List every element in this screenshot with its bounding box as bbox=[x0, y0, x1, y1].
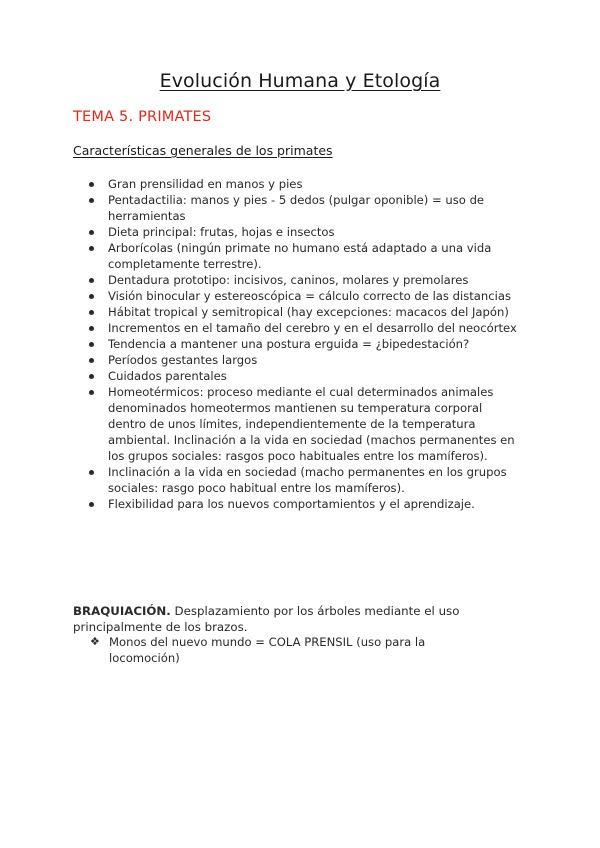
list-item bbox=[73, 368, 523, 384]
list-item bbox=[73, 352, 523, 368]
braquiacion-definition: Desplazamiento por los árboles mediante el uso principalmente de los brazos. bbox=[73, 604, 460, 634]
bullet-icon bbox=[89, 230, 94, 235]
list-item-text: Flexibilidad para los nuevos comportamientos y el aprendizaje. bbox=[108, 497, 475, 511]
bullet-icon bbox=[89, 198, 94, 203]
list-item-text: Homeotérmicos: proceso mediante el cual determinados animales denominados homeotermos mantienen su temperatura corporal dentro de unos límites, independientemente de la temperatura ambiental. Inclinación a la vida en sociedad (machos permanentes en los grupos sociales: rasgos poco habituales entre los mamíferos). bbox=[108, 385, 515, 463]
document-title: Evolución Humana y Etología bbox=[159, 70, 441, 92]
sub-list-item-text: Monos del nuevo mundo = COLA PRENSIL (uso para la locomoción) bbox=[109, 635, 426, 665]
list-item-text: Hábitat tropical y semitropical (hay excepciones: macacos del Japón) bbox=[108, 305, 509, 319]
list-item bbox=[73, 336, 523, 352]
bullet-icon bbox=[89, 470, 94, 475]
list-item bbox=[73, 464, 523, 496]
braquiacion-term: BRAQUIACIÓN. bbox=[73, 604, 171, 618]
list-item-text: Gran prensilidad en manos y pies bbox=[108, 177, 303, 191]
list-item bbox=[73, 192, 523, 224]
bullet-icon bbox=[89, 502, 94, 507]
list-item bbox=[73, 320, 523, 336]
bullet-icon bbox=[89, 294, 94, 299]
bullet-icon bbox=[89, 326, 94, 331]
list-item-text: Dieta principal: frutas, hojas e insectos bbox=[108, 225, 335, 239]
characteristics-list bbox=[73, 176, 523, 512]
list-item-text: Incrementos en el tamaño del cerebro y en el desarrollo del neocórtex bbox=[108, 321, 517, 335]
list-item bbox=[73, 496, 523, 512]
bullet-icon bbox=[89, 342, 94, 347]
sub-list-item bbox=[88, 634, 488, 666]
list-item-text: Inclinación a la vida en sociedad (macho permanentes en los grupos sociales: rasgo poco habitual entre los mamíferos). bbox=[108, 465, 507, 495]
braquiacion-subitems bbox=[88, 634, 488, 666]
list-item-text: Períodos gestantes largos bbox=[108, 353, 258, 367]
subsection-title: Características generales de los primates bbox=[73, 143, 333, 158]
diamond-bullet-icon: ❖ bbox=[90, 635, 100, 648]
list-item-text: Dentadura prototipo: incisivos, caninos, molares y premolares bbox=[108, 273, 469, 287]
list-item-text: Visión binocular y estereoscópica = cálculo correcto de las distancias bbox=[108, 289, 511, 303]
section-title: TEMA 5. PRIMATES bbox=[73, 109, 212, 125]
list-item-text: Cuidados parentales bbox=[108, 369, 227, 383]
list-item bbox=[73, 384, 523, 464]
list-item-text: Pentadactilia: manos y pies - 5 dedos (pulgar oponible) = uso de herramientas bbox=[108, 193, 485, 223]
bullet-icon bbox=[89, 182, 94, 187]
list-item bbox=[73, 304, 523, 320]
list-item-text: Arborícolas (ningún primate no humano está adaptado a una vida completamente terrestre). bbox=[108, 241, 492, 271]
list-item-text: Tendencia a mantener una postura erguida = ¿bipedestación? bbox=[108, 337, 470, 351]
bullet-icon bbox=[89, 246, 94, 251]
list-item bbox=[73, 176, 523, 192]
bullet-icon bbox=[89, 278, 94, 283]
braquiacion-paragraph bbox=[73, 603, 513, 635]
list-item bbox=[73, 288, 523, 304]
bullet-icon bbox=[89, 374, 94, 379]
list-item bbox=[73, 224, 523, 240]
list-item bbox=[73, 272, 523, 288]
list-item bbox=[73, 240, 523, 272]
bullet-icon bbox=[89, 390, 94, 395]
bullet-icon bbox=[89, 310, 94, 315]
bullet-icon bbox=[89, 358, 94, 363]
